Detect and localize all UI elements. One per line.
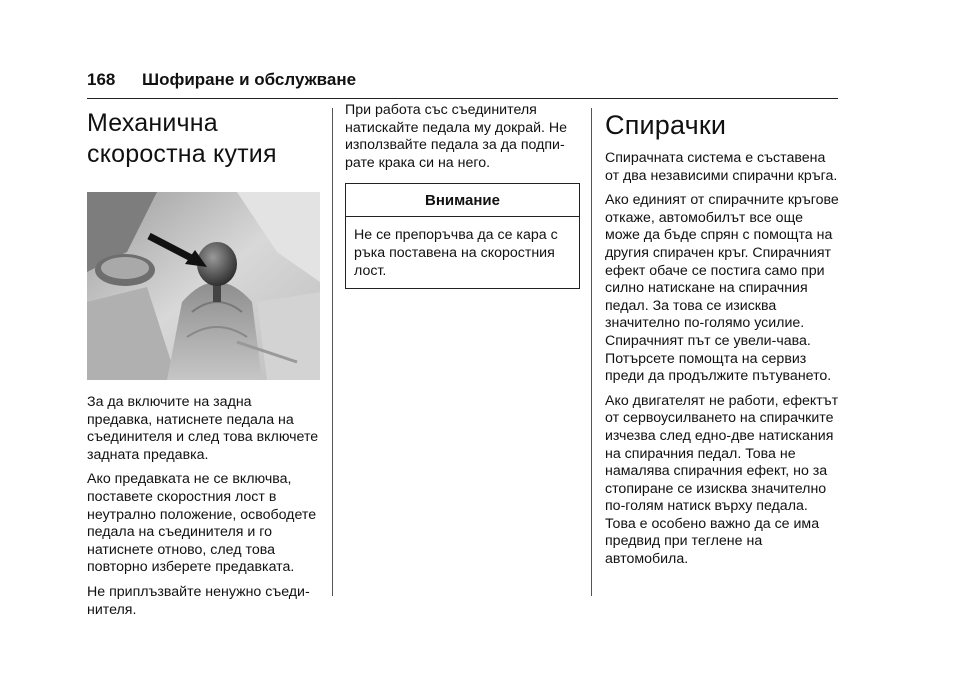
column-divider xyxy=(332,108,333,596)
paragraph: Ако двигателят не работи, ефектът от сервоусилването на спирачките изчезва след едно-две натискания на спирачния педал. Това не намалява спирачния ефект, но за стопиране се изисква значително по-голям натиск върху педала. Това е особено важно да се има предвид при теглене на автомобила. xyxy=(605,392,839,568)
paragraph: Спирачната система е съставена от два независими спирачни кръга. xyxy=(605,150,838,184)
paragraph: За да включите на задна предавка, натиснете педала на съединителя и след това включете задната предавка. xyxy=(87,394,319,463)
column-divider xyxy=(591,108,592,596)
warning-box xyxy=(345,183,580,289)
page-header xyxy=(87,70,838,99)
warning-text: Не се препоръчва да се кара с ръка поставена на скоростния лост. xyxy=(354,227,558,279)
column-manual-gearbox xyxy=(87,108,320,626)
column-brakes xyxy=(605,108,840,576)
column-clutch-notes xyxy=(345,102,580,289)
paragraph: При работа със съединителя натискайте педала му докрай. Не използвайте педала за да подпи-рате крака си на него. xyxy=(345,102,568,171)
paragraph: Ако единият от спирачните кръгове откаже, автомобилът все още може да бъде спрян с помощта на другия спирачен кръг. Спирачният ефект обаче се постига само при силно натискане на спирачния педал. За това се изисква значително по-голямо усилие. Спирачният път се увели-чава. Потърсете помощта на сервиз преди да продължите пътуването. xyxy=(605,192,839,385)
chapter-title: Шофиране и обслужване xyxy=(142,70,357,89)
section-title: Спирачки xyxy=(605,110,727,140)
warning-title: Внимание xyxy=(346,184,579,217)
page-number: 168 xyxy=(87,70,116,89)
section-title-line1: Механична xyxy=(87,109,218,137)
paragraph: Ако предавката не се включва, поставете скоростния лост в неутрално положение, освободете педала на съединителя и го натиснете отново, след това повторно изберете предавката. xyxy=(87,471,317,576)
gear-shift-lever-image xyxy=(87,192,320,380)
section-title-line2: скоростна кутия xyxy=(87,140,277,168)
paragraph: Не приплъзвайте ненужно съеди-нителя. xyxy=(87,583,310,618)
